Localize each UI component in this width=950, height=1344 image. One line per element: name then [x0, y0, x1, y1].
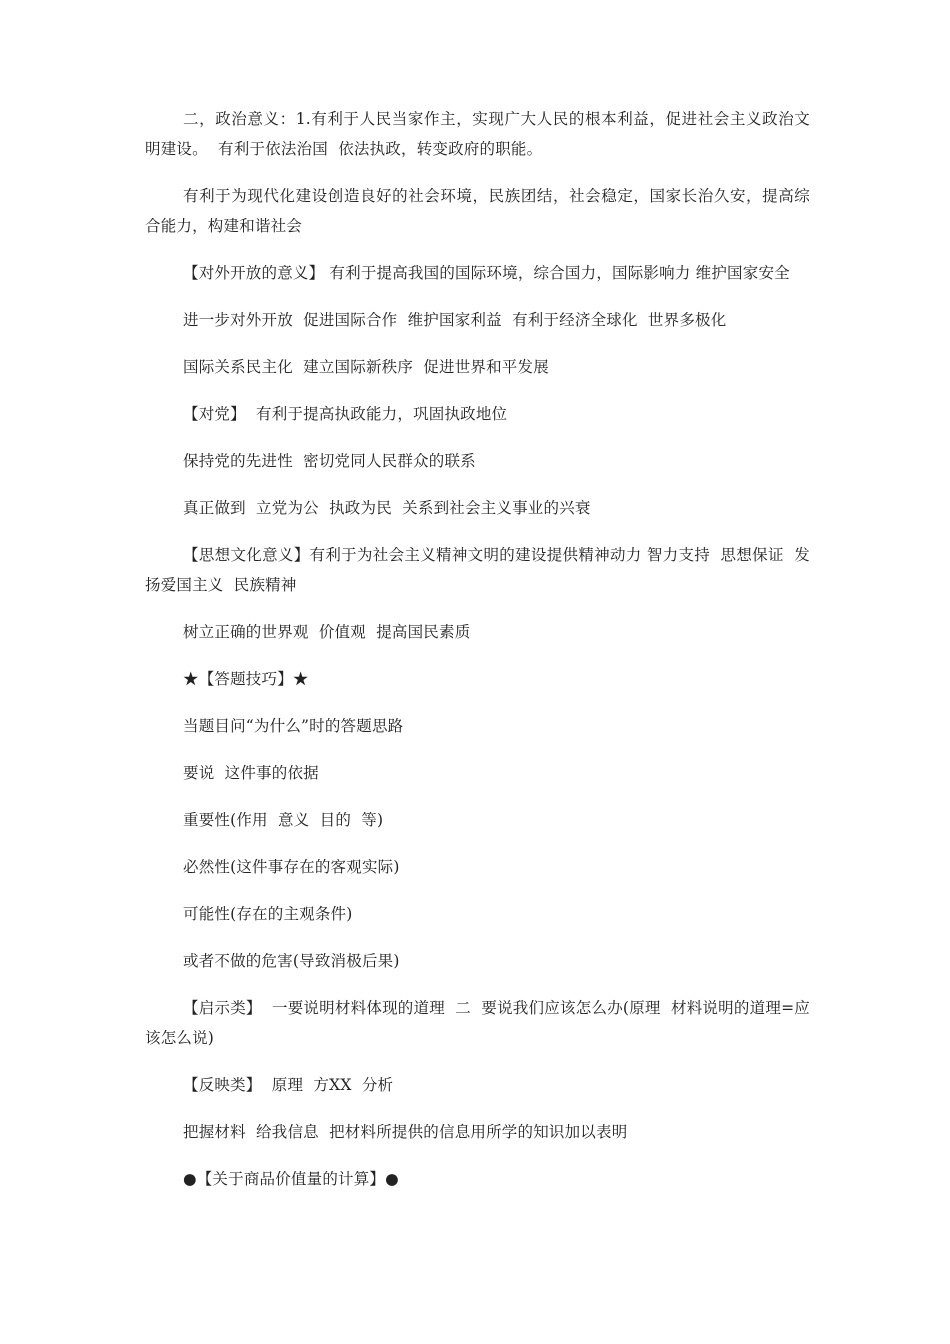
- paragraph-importance: 重要性(作用 意义 目的 等): [183, 811, 384, 829]
- paragraph-basis: 要说 这件事的依据: [183, 764, 319, 782]
- paragraph-political-significance: 二，政治意义：1.有利于人民当家作主，实现广大人民的根本利益，促进社会主义政治文明建设。 有利于依法治国 依法执政，转变政府的职能。: [145, 110, 810, 158]
- paragraph-possibility: 可能性(存在的主观条件): [183, 905, 353, 923]
- paragraph-opening-up-significance: 【对外开放的意义】 有利于提高我国的国际环境，综合国力，国际影响力 维护国家安全: [183, 264, 790, 282]
- paragraph-ideological-culture: 【思想文化意义】有利于为社会主义精神文明的建设提供精神动力 智力支持 思想保证 发扬爱国主义 民族精神: [145, 546, 810, 594]
- paragraph-necessity: 必然性(这件事存在的客观实际): [183, 858, 400, 876]
- paragraph-enlightenment-type: 【启示类】 一要说明材料体现的道理 二 要说我们应该怎么办(原理 材料说明的道理=应该怎么说): [145, 999, 810, 1047]
- document-body: [145, 104, 810, 1211]
- paragraph-why-approach: 当题目问“为什么”时的答题思路: [183, 717, 404, 735]
- paragraph-grasp-material: 把握材料 给我信息 把材料所提供的信息用所学的知识加以表明: [183, 1123, 628, 1141]
- paragraph-social-environment: 有利于为现代化建设创造良好的社会环境，民族团结，社会稳定，国家长治久安，提高综合能力，构建和谐社会: [145, 187, 810, 235]
- heading-commodity-value-calculation: ●【关于商品价值量的计算】●: [183, 1170, 399, 1188]
- heading-answer-tips: ★【答题技巧】★: [183, 670, 309, 688]
- paragraph-reflection-type: 【反映类】 原理 方XX 分析: [183, 1076, 394, 1094]
- paragraph-serve-people: 真正做到 立党为公 执政为民 关系到社会主义事业的兴衰: [183, 499, 591, 517]
- paragraph-international-relations: 国际关系民主化 建立国际新秩序 促进世界和平发展: [183, 358, 549, 376]
- paragraph-for-the-party: 【对党】 有利于提高执政能力，巩固执政地位: [183, 405, 508, 423]
- paragraph-further-opening: 进一步对外开放 促进国际合作 维护国家利益 有利于经济全球化 世界多极化: [183, 311, 727, 329]
- paragraph-party-advancement: 保持党的先进性 密切党同人民群众的联系: [183, 452, 476, 470]
- paragraph-worldview: 树立正确的世界观 价值观 提高国民素质: [183, 623, 471, 641]
- paragraph-harm: 或者不做的危害(导致消极后果): [183, 952, 400, 970]
